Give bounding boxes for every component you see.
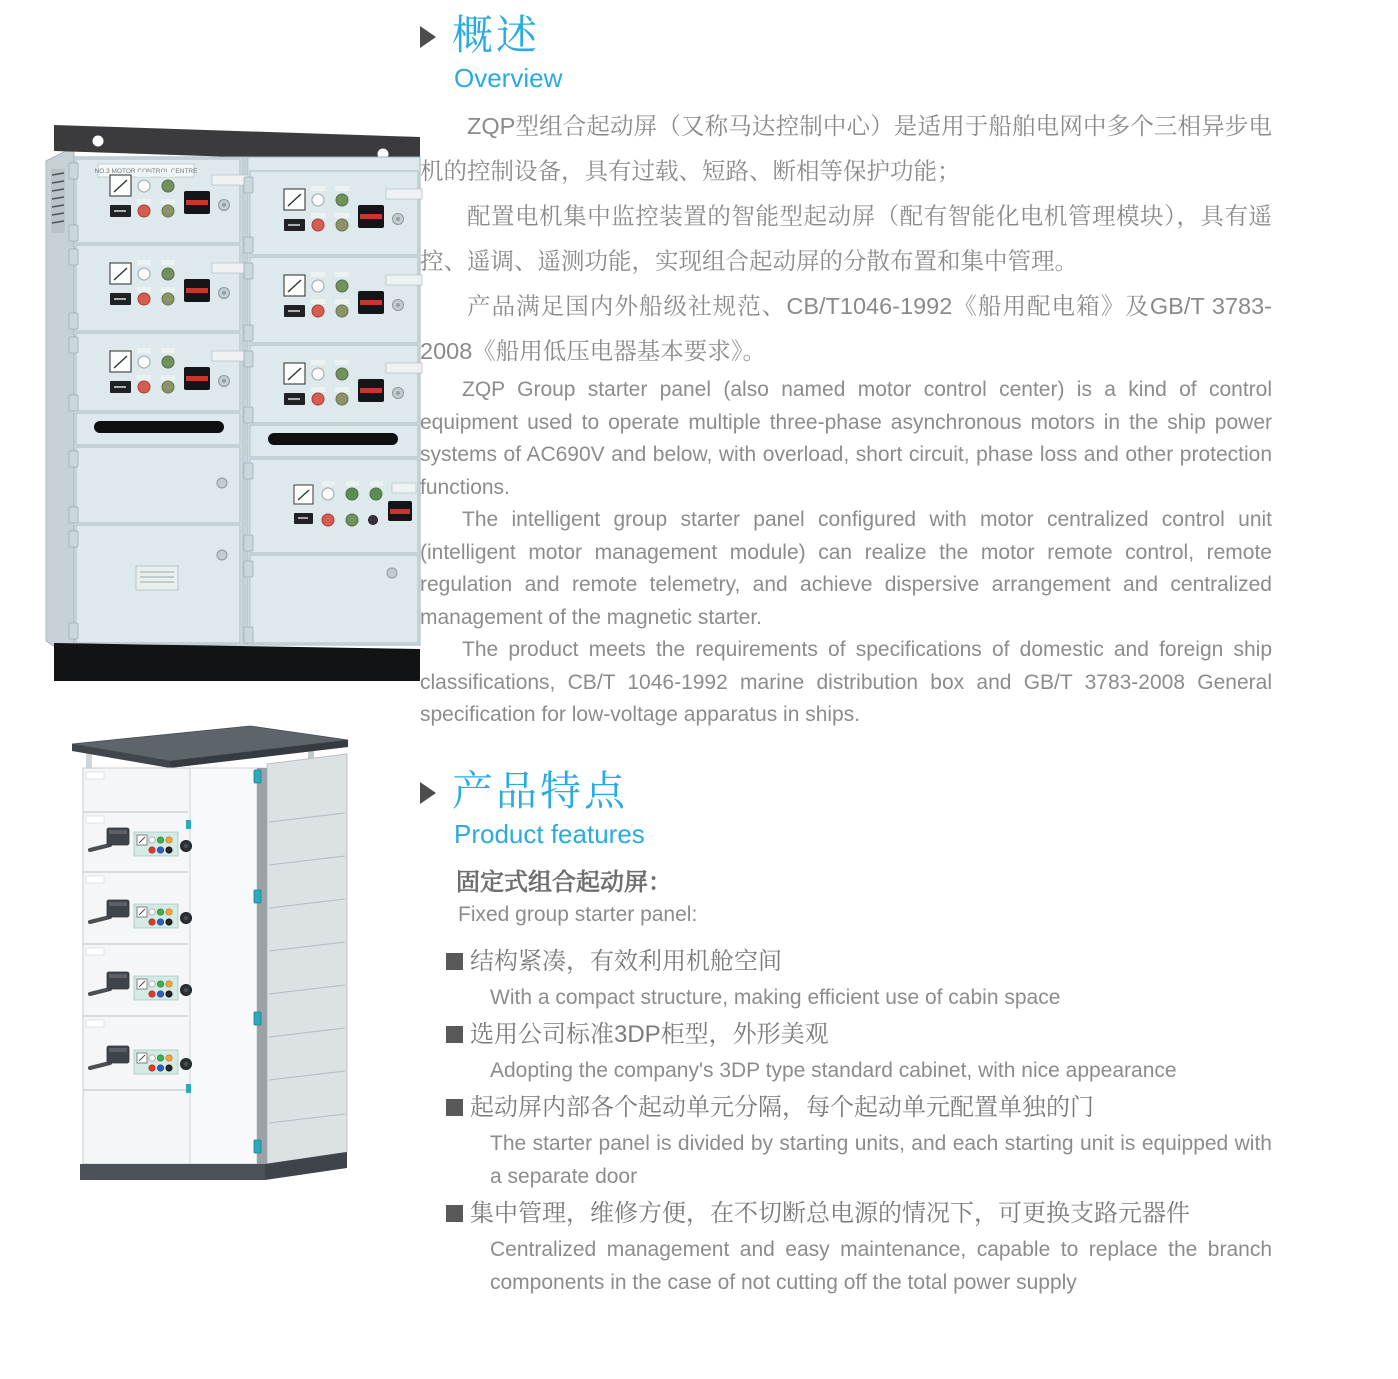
overview-section	[420, 10, 1272, 732]
cabinet-3d-image	[58, 712, 388, 1192]
overview-paragraphs	[420, 104, 1272, 732]
feature-text-zh: 集中管理，维修方便，在不切断总电源的情况下，可更换支路元器件	[470, 1200, 1190, 1227]
overview-paragraph-zh: 配置电机集中监控装置的智能型起动屏（配有智能化电机管理模块），具有遥控、遥调、遥测功能，实现组合起动屏的分散布置和集中管理。	[420, 203, 1272, 274]
feature-text-zh: 结构紧凑，有效利用机舱空间	[470, 948, 782, 975]
features-subheading-en: Fixed group starter panel:	[458, 903, 698, 926]
features-section	[420, 766, 1272, 1302]
feature-text-en: The starter panel is divided by starting units, and each starting unit is equipped with a separate door	[490, 1132, 1272, 1188]
features-header	[420, 766, 1272, 816]
overview-paragraph-en: The product meets the requirements of specifications of domestic and foreign ship classifications, CB/T 1046-1992 marine distribution box and GB/T 3783-2008 General specification for low-voltage apparatus in ships.	[420, 638, 1272, 726]
feature-item	[446, 1090, 1272, 1193]
overview-paragraph-zh: ZQP型组合起动屏（又称马达控制中心）是适用于船舶电网中多个三相异步电机的控制设备，具有过载、短路、断相等保护功能；	[420, 113, 1272, 184]
feature-item	[446, 1196, 1272, 1299]
bullet-square-icon	[446, 1099, 463, 1116]
cabinet-front-image	[36, 103, 426, 688]
features-list	[446, 944, 1272, 1299]
features-heading-zh: 产品特点	[452, 768, 628, 814]
section-arrow-icon	[420, 26, 436, 48]
overview-header	[420, 10, 1272, 60]
feature-text-en: Adopting the company's 3DP type standard cabinet, with nice appearance	[490, 1059, 1177, 1082]
feature-text-en: With a compact structure, making efficient use of cabin space	[490, 986, 1061, 1009]
feature-item	[446, 944, 1272, 1014]
bullet-square-icon	[446, 1026, 463, 1043]
section-arrow-icon	[420, 782, 436, 804]
feature-text-zh: 起动屏内部各个起动单元分隔，每个起动单元配置单独的门	[470, 1094, 1094, 1121]
bullet-square-icon	[446, 953, 463, 970]
overview-heading-en: Overview	[454, 63, 563, 93]
features-heading-en: Product features	[454, 819, 645, 849]
overview-paragraph-en: The intelligent group starter panel configured with motor centralized control unit (intelligent motor management module) can realize the motor remote control, remote regulation and remote telemetry, and achieve dispersive arrangement and centralized management of the magnetic starter.	[420, 508, 1272, 629]
overview-paragraph-zh: 产品满足国内外船级社规范、CB/T1046-1992《船用配电箱》及GB/T 3783-2008《船用低压电器基本要求》。	[420, 293, 1272, 364]
cabinet-name-label: NO.3 MOTOR CONTROL CENTRE	[94, 168, 198, 175]
feature-text-en: Centralized management and easy maintenance, capable to replace the branch components in the case of not cutting off the total power supply	[490, 1238, 1272, 1294]
overview-heading-zh: 概述	[452, 12, 540, 58]
feature-text-zh: 选用公司标准3DP柜型，外形美观	[470, 1021, 829, 1048]
overview-paragraph-en: ZQP Group starter panel (also named motor control center) is a kind of control equipment used to operate multiple three-phase asynchronous motors in the ship power systems of AC690V and below, with overload, short circuit, phase loss and other protection functions.	[420, 378, 1272, 499]
feature-item	[446, 1017, 1272, 1087]
bullet-square-icon	[446, 1205, 463, 1222]
features-subheading-zh: 固定式组合起动屏：	[456, 869, 672, 896]
